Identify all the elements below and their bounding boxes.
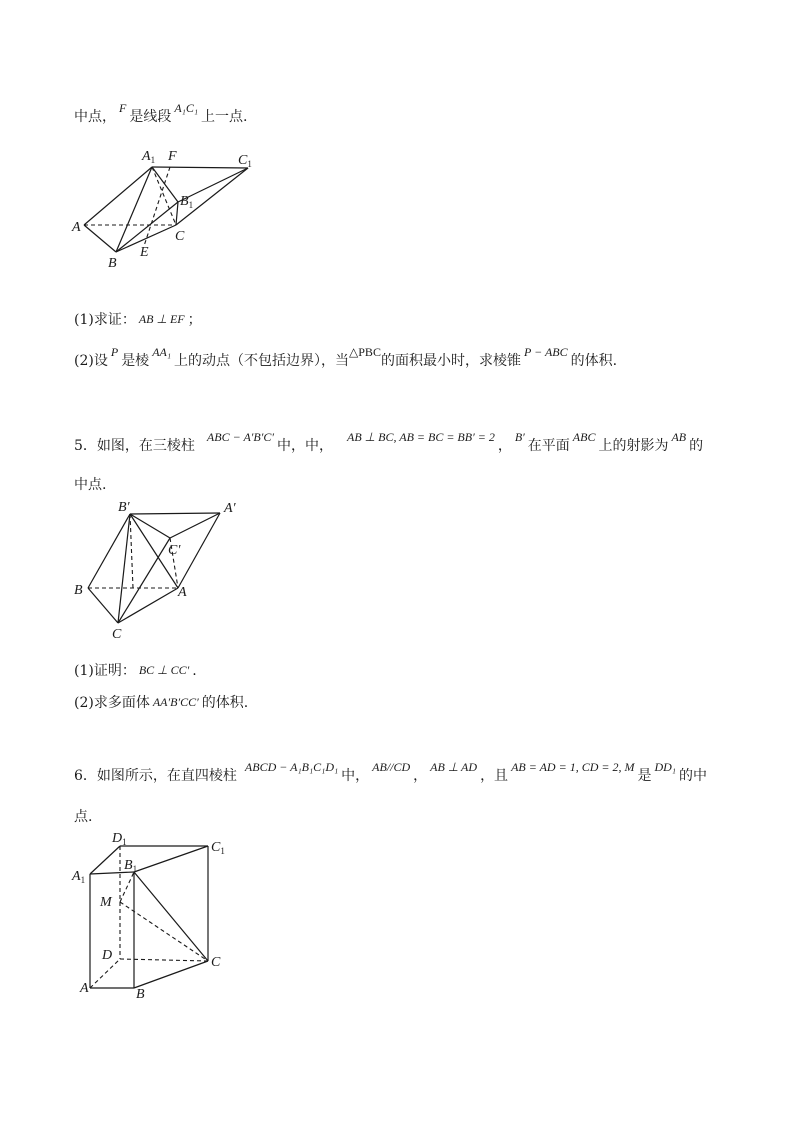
math-polyhedron: AA′B′CC′ bbox=[152, 695, 199, 709]
label-D: D bbox=[102, 948, 113, 963]
math-F: F bbox=[119, 101, 127, 115]
figure-prism-2 bbox=[68, 496, 258, 644]
label-Aprime: A′ bbox=[224, 501, 236, 516]
label-C: C bbox=[211, 955, 221, 970]
math-P: P bbox=[110, 345, 119, 359]
math-AB: AB bbox=[671, 430, 687, 444]
math-perp: AB ⊥ AD bbox=[430, 760, 478, 774]
text: 是棱 bbox=[121, 353, 150, 369]
text: 中， bbox=[341, 768, 370, 784]
label-Cprime: C′ bbox=[168, 543, 181, 558]
label-C1: $C_1$ bbox=[211, 840, 225, 856]
p6-stem bbox=[74, 760, 707, 785]
text: (1)求证： bbox=[74, 312, 136, 328]
text: 上的射影为 bbox=[598, 438, 669, 454]
label-A1: $A_1$ bbox=[142, 149, 156, 165]
text: 上一点. bbox=[201, 109, 248, 125]
math-parallel: AB//CD bbox=[372, 760, 411, 774]
text: 中点， bbox=[74, 109, 116, 125]
text: ，且 bbox=[480, 768, 509, 784]
label-B: B bbox=[108, 256, 117, 271]
label-A1: $A_1$ bbox=[72, 869, 86, 885]
math-pyramid: P − ABC bbox=[523, 345, 568, 359]
math-condition: AB = AD = 1, CD = 2, M bbox=[511, 760, 635, 774]
p6-stem-cont: 点. bbox=[74, 809, 93, 825]
label-B1: $B_1$ bbox=[124, 858, 138, 874]
math-prism: ABC − A′B′C′ bbox=[206, 430, 275, 444]
label-E: E bbox=[140, 245, 149, 260]
text: 上的动点（不包括边界），当 bbox=[174, 353, 350, 369]
p4-q2 bbox=[74, 345, 618, 370]
label-A: A bbox=[178, 585, 187, 600]
text: (2)求多面体 bbox=[74, 695, 150, 711]
label-B: B bbox=[136, 987, 145, 1002]
text: ， bbox=[413, 768, 428, 784]
text: ， bbox=[497, 438, 512, 454]
text: (1)证明： bbox=[74, 663, 136, 679]
text: 6．如图所示，在直四棱柱 bbox=[74, 768, 237, 784]
label-A: A bbox=[72, 220, 81, 235]
text: 5．如图，在三棱柱 bbox=[74, 438, 195, 454]
p5-stem bbox=[74, 430, 704, 455]
math-Bprime: B′ bbox=[514, 430, 525, 444]
text: 的体积. bbox=[570, 353, 618, 369]
label-B1: $B_1$ bbox=[180, 194, 194, 210]
text: 是 bbox=[637, 768, 652, 784]
figure-prism-3 bbox=[68, 826, 238, 1006]
p4-intro bbox=[74, 101, 248, 126]
label-Bprime: B′ bbox=[118, 500, 130, 515]
text: 中，中， bbox=[277, 438, 334, 454]
label-B: B bbox=[74, 583, 83, 598]
text: 的面积最小时，求棱锥 bbox=[380, 353, 521, 369]
label-M: M bbox=[100, 895, 112, 910]
figure-prism-1 bbox=[68, 142, 278, 272]
math-ABC: ABC bbox=[572, 430, 596, 444]
text: 的中 bbox=[678, 768, 707, 784]
math-condition: AB ⊥ BC, AB = BC = BB′ = 2 bbox=[347, 430, 495, 444]
label-C: C bbox=[175, 229, 185, 244]
text: (2)设 bbox=[74, 353, 108, 369]
math-DD1: DD₁ bbox=[654, 760, 676, 774]
math-A1C1: A₁C₁ bbox=[174, 101, 199, 115]
text: 在平面 bbox=[527, 438, 570, 454]
math-AA1: AA₁ bbox=[152, 345, 172, 359]
label-C1: $C_1$ bbox=[238, 153, 252, 169]
p5-stem-cont: 中点. bbox=[74, 477, 107, 493]
math-triangle-pbc: △PBC bbox=[349, 345, 381, 359]
label-F: F bbox=[168, 149, 177, 164]
label-A: A bbox=[80, 981, 89, 996]
text: 的体积. bbox=[201, 695, 249, 711]
text: 的 bbox=[689, 438, 704, 454]
p5-q1 bbox=[74, 660, 197, 680]
text: ； bbox=[187, 312, 202, 328]
math-bc-perp-cc: BC ⊥ CC′ bbox=[138, 663, 190, 677]
text: 是线段 bbox=[129, 109, 172, 125]
p5-q2 bbox=[74, 692, 248, 712]
label-C: C bbox=[112, 627, 122, 642]
text: . bbox=[192, 663, 197, 679]
math-ab-perp-ef: AB ⊥ EF bbox=[138, 312, 185, 326]
label-D1: $D_1$ bbox=[112, 831, 127, 847]
math-prism: ABCD − A₁B₁C₁D₁ bbox=[244, 760, 339, 774]
p4-q1 bbox=[74, 309, 202, 329]
